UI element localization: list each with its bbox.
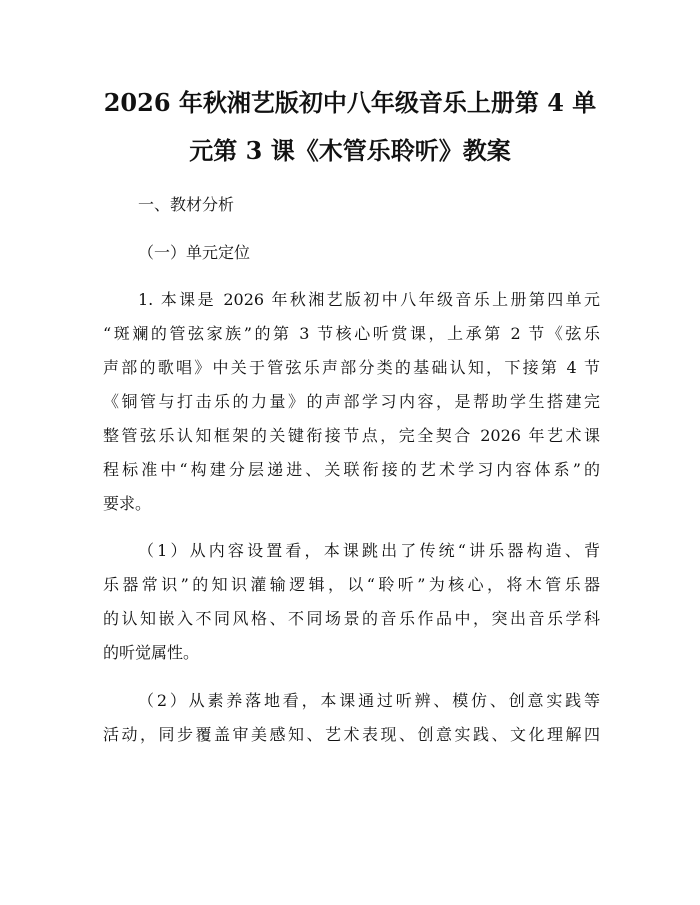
- subsection-heading: （一）单元定位: [138, 243, 251, 262]
- paragraph-1-line-6: 程标准中“构建分层递进、关联衔接的艺术学习内容体系”的: [103, 460, 600, 479]
- paragraph-3-line-1: （2）从素养落地看，本课通过听辨、模仿、创意实践等: [138, 691, 600, 710]
- section-heading: 一、教材分析: [138, 195, 235, 214]
- paragraph-2-line-1: （1）从内容设置看，本课跳出了传统“讲乐器构造、背: [138, 541, 600, 560]
- paragraph-3-line-2: 活动，同步覆盖审美感知、艺术表现、创意实践、文化理解四: [103, 725, 600, 744]
- paragraph-1-line-5: 整管弦乐认知框架的关键衔接节点，完全契合 2026 年艺术课: [103, 426, 600, 445]
- paragraph-1-line-7: 要求。: [103, 494, 152, 513]
- document-title-line-2: 元第 3 课《木管乐聆听》教案: [189, 136, 511, 165]
- paragraph-2-line-2: 乐器常识”的知识灌输逻辑，以“聆听”为核心，将木管乐器: [103, 575, 600, 594]
- paragraph-1-line-2: “斑斓的管弦家族”的第 3 节核心听赏课，上承第 2 节《弦乐: [103, 324, 600, 343]
- document-title-line-1: 2026 年秋湘艺版初中八年级音乐上册第 4 单: [103, 88, 597, 117]
- paragraph-1-line-4: 《铜管与打击乐的力量》的声部学习内容，是帮助学生搭建完: [103, 392, 600, 411]
- paragraph-1-line-3: 声部的歌唱》中关于管弦乐声部分类的基础认知，下接第 4 节: [103, 358, 600, 377]
- paragraph-1-line-1: 1. 本课是 2026 年秋湘艺版初中八年级音乐上册第四单元: [138, 290, 600, 309]
- paragraph-2-line-4: 的听觉属性。: [103, 643, 200, 662]
- paragraph-2-line-3: 的认知嵌入不同风格、不同场景的音乐作品中，突出音乐学科: [103, 609, 600, 628]
